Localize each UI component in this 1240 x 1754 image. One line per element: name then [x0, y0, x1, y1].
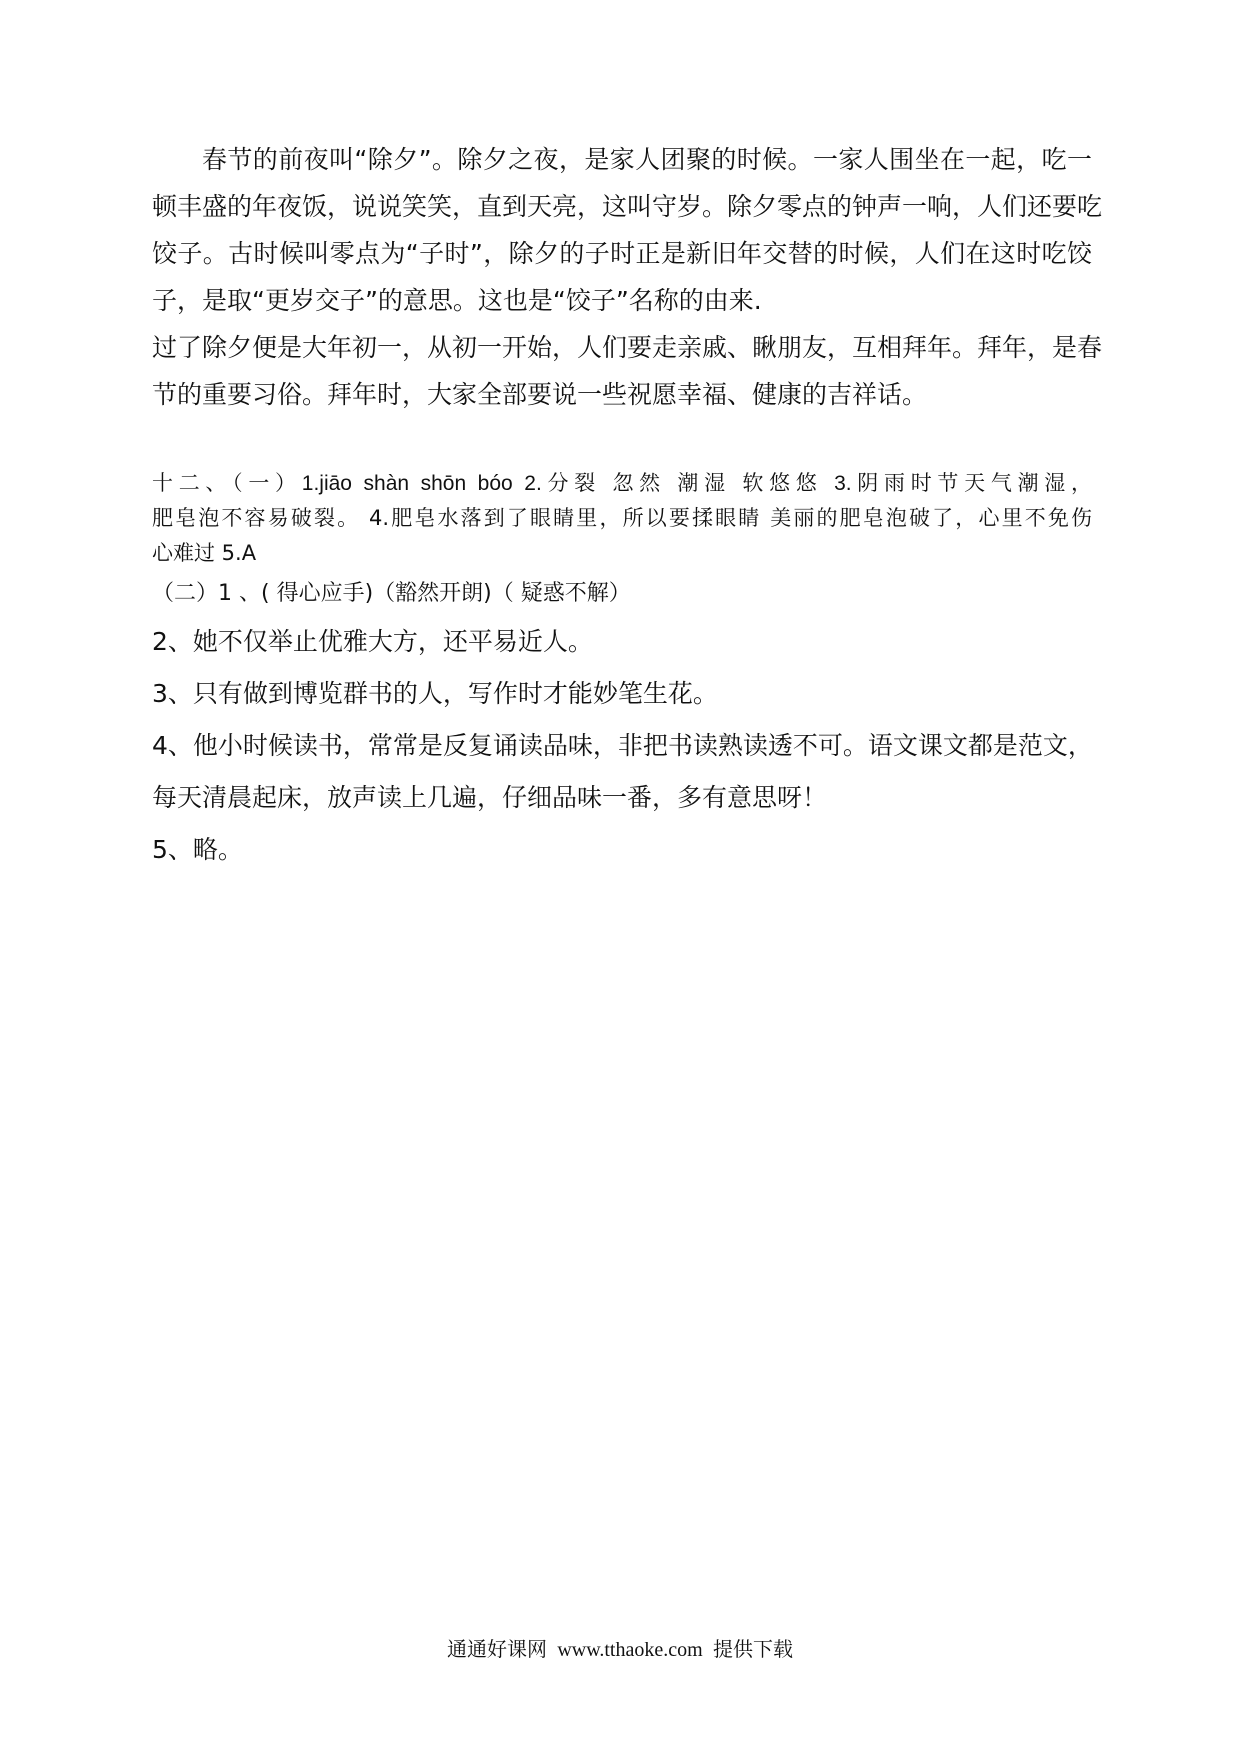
passage-line: 节的重要习俗。拜年时，大家全部要说一些祝愿幸福、健康的吉祥话。	[152, 380, 928, 409]
footer-site-name: 通通好课网	[446, 1637, 547, 1661]
answer-line: 5、略。	[152, 835, 243, 864]
answer-line: （二）1 、( 得心应手)（豁然开朗)（ 疑惑不解）	[152, 581, 631, 606]
passage-line: 子，是取“更岁交子”的意思。这也是“饺子”名称的由来.	[152, 286, 762, 315]
answer-line: 每天清晨起床，放声读上几遍，仔细品味一番，多有意思呀！	[152, 783, 828, 812]
passage-line: 过了除夕便是大年初一，从初一开始，人们要走亲戚、瞅朋友，互相拜年。拜年，是春	[152, 333, 1103, 362]
answer-line: 肥皂泡不容易破裂。 4.肥皂水落到了眼睛里，所以要揉眼睛 美丽的肥皂泡破了，心里不免伤	[152, 506, 1092, 530]
passage-line: 顿丰盛的年夜饭，说说笑笑，直到天亮，这叫守岁。除夕零点的钟声一响，人们还要吃	[152, 192, 1103, 221]
passage-line: 春节的前夜叫“除夕”。除夕之夜，是家人团聚的时候。一家人围坐在一起，吃一	[202, 145, 1092, 174]
page-footer	[0, 1633, 1240, 1662]
answer-line: 4、他小时候读书，常常是反复诵读品味，非把书读熟读透不可。语文课文都是范文，	[152, 731, 1093, 760]
footer-note: 提供下载	[713, 1637, 794, 1661]
answer-line: 2、她不仅举止优雅大方，还平易近人。	[152, 627, 593, 656]
answer-line: 十二、（一）1.jiāo shàn shōn bóo 2.分裂 忽然 潮湿 软悠悠 3.阴雨时节天气潮湿，	[152, 472, 1092, 495]
passage-line: 饺子。古时候叫零点为“子时”，除夕的子时正是新旧年交替的时候，人们在这时吃饺	[152, 239, 1092, 268]
answer-line: 心难过 5.A	[152, 541, 257, 565]
answer-line: 3、只有做到博览群书的人，写作时才能妙笔生花。	[152, 679, 718, 708]
footer-url[interactable]: www.tthaoke.com	[557, 1639, 703, 1661]
